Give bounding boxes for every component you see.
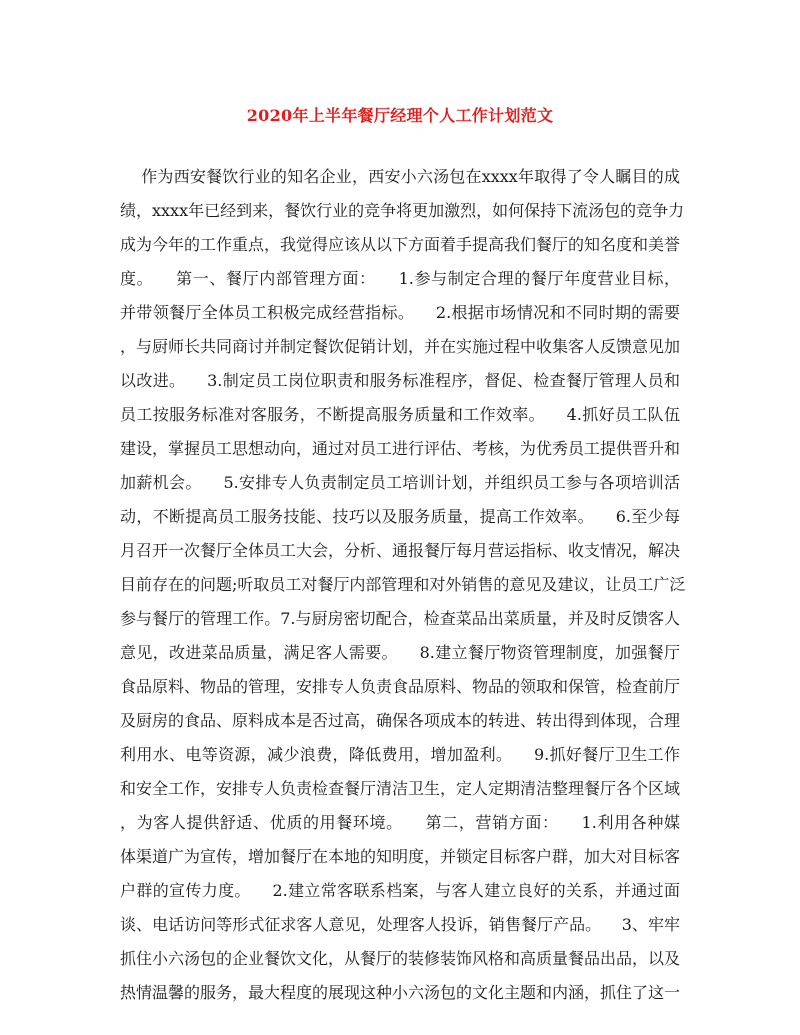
body-line: ，为客人提供舒适、优质的用餐环境。 第二，营销方面： 1.利用各种媒: [120, 813, 680, 832]
body-line: 户群的宣传力度。 2.建立常客联系档案，与客人建立良好的关系，并通过面: [120, 881, 680, 900]
body-line: 目前存在的问题;听取员工对餐厅内部管理和对外销售的意见及建议，让员工广泛: [120, 575, 686, 594]
body-line: 抓住小六汤包的企业餐饮文化，从餐厅的装修装饰风格和高质量餐品出品，以及: [120, 949, 681, 968]
body-line: 员工按服务标准对客服务，不断提高服务质量和工作效率。 4.抓好员工队伍: [120, 405, 680, 424]
body-line: 热情温馨的服务，最大程度的展现这种小六汤包的文化主题和内涵，抓住了这一: [120, 983, 681, 1002]
body-line: ，与厨师长共同商讨并制定餐饮促销计划，并在实施过程中收集客人反馈意见加: [120, 337, 681, 356]
body-line: 以改进。 3.制定员工岗位职责和服务标准程序，督促、检查餐厅管理人员和: [120, 371, 680, 390]
body-line: 食品原料、物品的管理，安排专人负责食品原料、物品的领取和保管，检查前厅: [120, 677, 681, 696]
body-line: 加薪机会。 5.安排专人负责制定员工培训计划，并组织员工参与各项培训活: [120, 473, 680, 492]
body-line: 并带领餐厅全体员工积极完成经营指标。 2.根据市场情况和不同时期的需要: [120, 303, 680, 322]
body-line: 和安全工作，安排专人负责检查餐厅清洁卫生，定人定期清洁整理餐厅各个区域: [120, 779, 681, 798]
body-line: 作为西安餐饮行业的知名企业，西安小六汤包在xxxx年取得了令人瞩目的成: [120, 167, 680, 186]
body-line: 建设，掌握员工思想动向，通过对员工进行评估、考核，为优秀员工提供晋升和: [120, 439, 681, 458]
body-line: 动，不断提高员工服务技能、技巧以及服务质量，提高工作效率。 6.至少每: [120, 507, 680, 526]
body-line: 度。 第一、餐厅内部管理方面： 1.参与制定合理的餐厅年度营业目标，: [120, 269, 680, 288]
body-line: 绩，xxxx年已经到来，餐饮行业的竞争将更加激烈，如何保持下流汤包的竞争力: [120, 201, 685, 220]
body-line: 利用水、电等资源，减少浪费，降低费用，增加盈利。 9.抓好餐厅卫生工作: [120, 745, 680, 764]
body-line: 谈、电话访问等形式征求客人意见，处理客人投诉，销售餐厅产品。 3、牢牢: [120, 915, 680, 934]
body-line: 成为今年的工作重点，我觉得应该从以下方面着手提高我们餐厅的知名度和美誉: [120, 235, 681, 254]
document-body: [120, 160, 686, 1010]
document-title: 2020年上半年餐厅经理个人工作计划范文: [246, 106, 554, 125]
body-line: 参与餐厅的管理工作。7.与厨房密切配合，检查菜品出菜质量，并及时反馈客人: [120, 609, 680, 628]
body-line: 及厨房的食品、原料成本是否过高，确保各项成本的转进、转出得到体现，合理: [120, 711, 681, 730]
body-line: 体渠道广为宣传，增加餐厅在本地的知明度，并锁定目标客户群，加大对目标客: [120, 847, 681, 866]
body-line: 月召开一次餐厅全体员工大会，分析、通报餐厅每月营运指标、收支情况，解决: [120, 541, 681, 560]
body-line: 意见，改进菜品质量，满足客人需要。 8.建立餐厅物资管理制度，加强餐厅: [120, 643, 680, 662]
